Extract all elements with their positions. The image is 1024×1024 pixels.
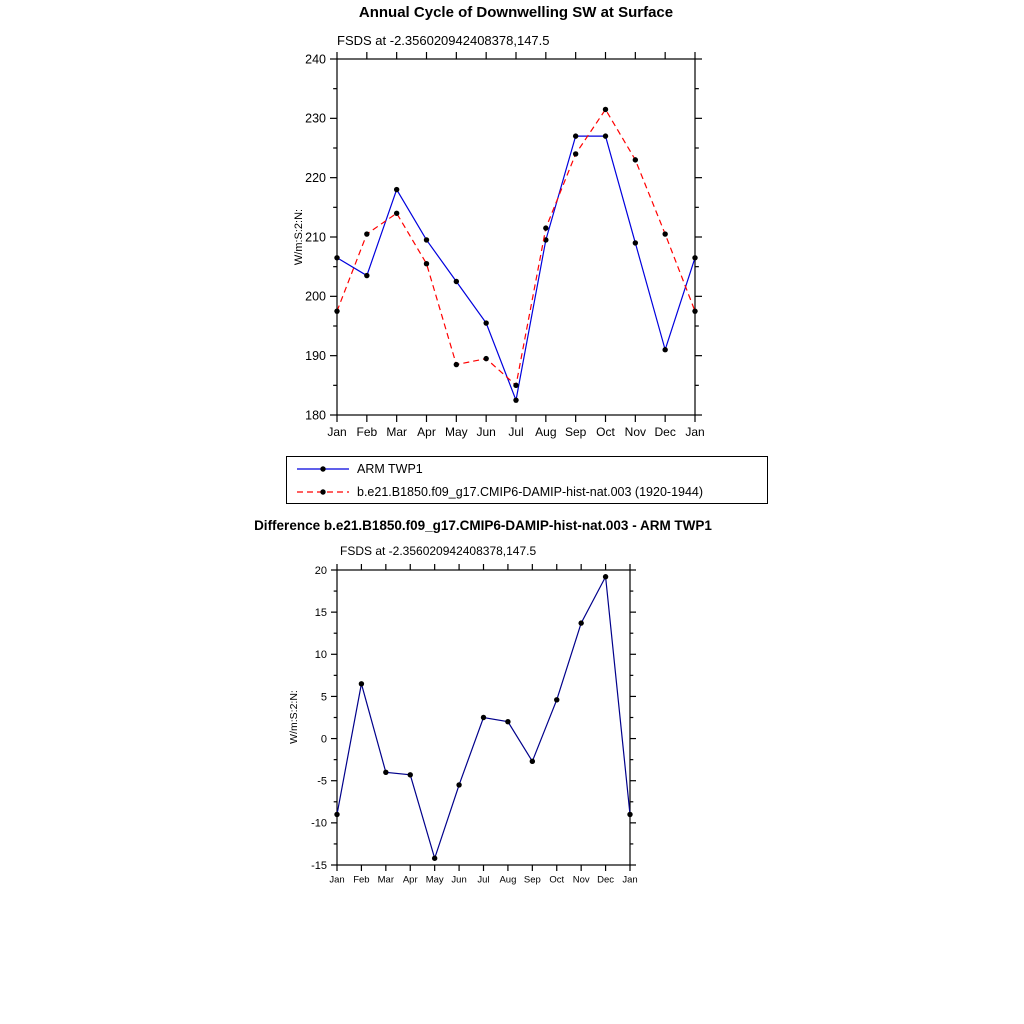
legend-item-arm-twp1 <box>287 457 767 480</box>
annual-cycle-y-axis-label: W/m:S:2:N: <box>293 208 305 266</box>
svg-text:-15: -15 <box>311 859 327 872</box>
legend-label-model: b.e21.B1850.f09_g17.CMIP6-DAMIP-hist-nat.003 (1920-1944) <box>357 484 704 499</box>
svg-text:Nov: Nov <box>572 874 590 886</box>
svg-text:5: 5 <box>320 691 327 704</box>
svg-text:Oct: Oct <box>549 874 565 886</box>
svg-text:-10: -10 <box>311 817 327 830</box>
svg-text:240: 240 <box>305 52 326 67</box>
svg-text:190: 190 <box>305 349 326 364</box>
svg-text:Jan: Jan <box>327 425 347 439</box>
svg-text:Jan: Jan <box>622 874 638 886</box>
svg-text:Jun: Jun <box>451 874 467 886</box>
svg-text:220: 220 <box>305 171 326 186</box>
svg-text:May: May <box>444 425 468 439</box>
legend-label-arm-twp1: ARM TWP1 <box>357 461 423 476</box>
legend <box>286 456 768 504</box>
svg-text:Jan: Jan <box>329 874 345 886</box>
annual-cycle-chart-canvas <box>0 50 1024 450</box>
svg-text:15: 15 <box>314 606 327 619</box>
svg-text:210: 210 <box>305 230 326 245</box>
difference-chart-title: Difference b.e21.B1850.f09_g17.CMIP6-DAMIP-hist-nat.003 - ARM TWP1 <box>254 518 712 533</box>
svg-text:230: 230 <box>305 111 326 126</box>
svg-text:Sep: Sep <box>564 425 587 439</box>
svg-text:Apr: Apr <box>402 874 418 886</box>
annual-cycle-chart-title: Annual Cycle of Downwelling SW at Surface <box>358 4 674 21</box>
difference-chart-canvas <box>0 558 1024 898</box>
svg-text:Dec: Dec <box>597 874 615 886</box>
legend-item-model <box>287 480 767 503</box>
svg-text:Jan: Jan <box>685 425 705 439</box>
svg-text:Dec: Dec <box>654 425 676 439</box>
annual-cycle-chart-subtitle: FSDS at -2.356020942408378,147.5 <box>337 33 550 48</box>
svg-text:Mar: Mar <box>386 425 408 439</box>
svg-text:Nov: Nov <box>624 425 647 439</box>
svg-text:200: 200 <box>305 289 326 304</box>
svg-text:Apr: Apr <box>417 425 436 439</box>
svg-text:Feb: Feb <box>353 874 370 886</box>
svg-text:Jul: Jul <box>508 425 524 439</box>
svg-text:Jul: Jul <box>477 874 490 886</box>
difference-y-axis-label: W/m:S:2:N: <box>288 690 300 744</box>
svg-text:10: 10 <box>314 649 327 662</box>
svg-text:May: May <box>425 874 444 886</box>
svg-text:Mar: Mar <box>377 874 395 886</box>
svg-text:Jun: Jun <box>476 425 496 439</box>
difference-chart-subtitle: FSDS at -2.356020942408378,147.5 <box>340 544 537 558</box>
svg-text:Aug: Aug <box>499 874 517 886</box>
svg-text:Aug: Aug <box>535 425 557 439</box>
svg-text:Feb: Feb <box>356 425 378 439</box>
legend-line-sample-dashed-red <box>295 485 353 499</box>
svg-text:0: 0 <box>320 733 327 746</box>
svg-text:-5: -5 <box>317 775 327 788</box>
legend-line-sample-solid-blue <box>295 462 353 476</box>
svg-text:Sep: Sep <box>523 874 541 886</box>
svg-text:20: 20 <box>314 564 327 577</box>
svg-text:Oct: Oct <box>596 425 615 439</box>
svg-text:180: 180 <box>305 408 326 423</box>
